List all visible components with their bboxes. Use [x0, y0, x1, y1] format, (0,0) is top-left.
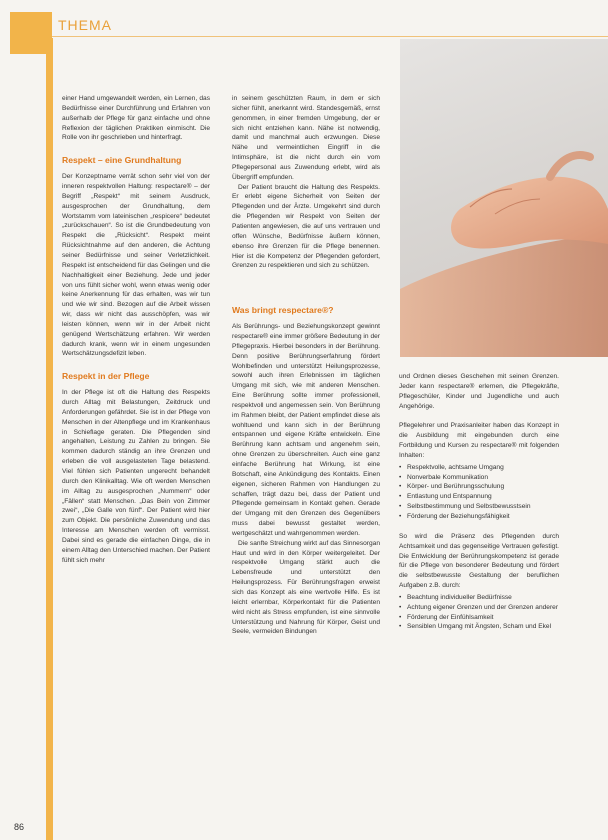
list-item: • Förderung der Einfühlsamkeit — [399, 613, 559, 623]
list-item: • Nonverbale Kommunikation — [399, 473, 559, 483]
intro-paragraph: einer Hand umgewandelt werden, ein Lernen, das Bedürfnisse einer Durchführung und Erfahren von außerhalb der Pflege für ganz einfache und ohne Reflexion der täglichen Praktiken einmischt. Die Rolle von ihr geschrieben und hinterfragt. — [62, 95, 210, 142]
heading-respekt-pflege: Respekt in der Pflege — [62, 371, 150, 382]
list-item: • Beachtung individueller Bedürfnisse — [399, 593, 559, 603]
text-column-3 — [399, 372, 559, 632]
margin-color-bar — [46, 38, 53, 840]
paragraph-ordnen: und Ordnen dieses Geschehen mit seinen Grenzen. Jeder kann respectare® erlernen, die Pflegekräfte, Pflegeschüler, Kinder und Jugendliche und auch Angehörige. — [399, 373, 559, 410]
list-item: • Achtung eigener Grenzen und der Grenzen anderer — [399, 603, 559, 613]
paragraph-grundhaltung: Der Konzeptname verrät schon sehr viel von der inneren respektvollen Haltung: respectare® – der Begriff „Respekt“ mit seinem Ausdruck, ausgesprochen der Grundhaltung, dem Wortstamm vom lateinischen „respicere“ bedeutet „zurückschauen“. So ist die Grundbedeutung von Respekt die „Rücksicht“. Respekt meint Rücksichtnahme auf den anderen, die Achtung seiner Bedürfnisse und seiner Verletzlichkeit. Respekt ist entscheidend für das Gelingen und die Nachhaltigkeit einer Beziehung. Jede und jeder von uns fühlt sicher wohl, wenn etwas wenig oder keine Anerkennung für das erhalten, was wir tun und wie wir sind. Bezogen auf die Arbeit wissen wir, dass wir nicht das ausschöpfen, was wir leisten können, wenn wir in der Arbeit nicht genügend Wertschätzung erfahren. Wir werden dadurch krank, wenn wir in einem ungesunden Wertschätzungsdefizit leben. — [62, 173, 210, 358]
list-item: • Respektvolle, achtsame Umgang — [399, 463, 559, 473]
paragraph-praesenz: So wird die Präsenz des Pflegenden durch Achtsamkeit und das gegenseitige Vertrauen gefestigt. Die Entwicklung der Berührungskompetenz ist gerade für die Pflege von besonderer Bedeutung und fördert die selbstbewusste Gestaltung der beruflichen Aufgaben z.B. durch: — [399, 532, 559, 590]
paragraph-pflegelehrer: Pflegelehrer und Praxisanleiter haben das Konzept in die Ausbildung mit eingebunden durch eine Fortbildung und Kursen zu respectare® mit folgenden Inhalten: — [399, 422, 559, 459]
list-item: • Entlastung und Entspannung — [399, 492, 559, 502]
hands-photo — [400, 39, 608, 357]
text-column-2 — [232, 94, 380, 637]
list-item: • Förderung der Beziehungsfähigkeit — [399, 512, 559, 522]
list-item: • Selbstbestimmung und Selbstbewusstsein — [399, 502, 559, 512]
paragraph-beruehrung: Als Berührungs- und Beziehungskonzept gewinnt respectare® eine immer größere Bedeutung in der Pflegepraxis. Hierbei besonders in der Berührung. Denn positive Berührungserfahrung fördert Wohlbefinden und unterstützt Heilungsprozesse, sowohl auch ihren Erlebnissen im täglichen Umgang mit sich, wie mit anderen Menschen. Eine Berührung sollte immer professionell, respektvoll und angemessen sein. Von Berührung im Rahmen bleibt, der Patient empfindet diese als wohltuend und kann sich in der Berührung entspannen und eigene Kräfte entwickeln. Eine Berührung kann achtsam und angenehm sein, ohne Grenzen zu überschreiten. Auch eine ganz einfache Berührung hat Wirkung, ist eine Botschaft, eine Ankündigung des Kontakts. Einen eigenen, sicheren Rahmen von Handlungen zu schaffen, trägt dazu bei, dass der Patient und Pflegende gemeinsam in Kontakt gehen. Gerade der Umgang mit den Grenzen des Gegenübers muss dabei bewusst gestaltet werden, wertgeschätzt und wahrgenommen werden. — [232, 323, 380, 537]
paragraph-raum: in seinem geschützten Raum, in dem er sich sicher fühlt, anerkannt wird. Standesgemäß, ernst genommen, in einer fremden Umgebung, der er sich nicht entziehen kann. Nähe ist notwendig, damit und manchmal auch erzwungen. Diese Nähe und vermeintlichen Eingriff in die Intimsphäre, ist die nicht durch ein vom Pflegepersonal aus Zuwendung erlebt, wird als Übergriff empfunden. — [232, 95, 380, 181]
header-rule — [52, 36, 608, 37]
heading-respekt-grundhaltung: Respekt – eine Grundhaltung — [62, 155, 182, 166]
heading-was-bringt: Was bringt respectare®? — [232, 305, 334, 316]
paragraph-patient: Der Patient braucht die Haltung des Respekts. Er erlebt eigene Sicherheit von Seiten der Pflegenden und der Ärzte. Umgekehrt sind durch die Pflegenden wir Respekt von Seiten der Patienten angewiesen, die auf uns vertrauen und offen Wünsche, Bedürfnisse äußern können, ebenso ihre Grenzen für die Pflege benennen. Hier ist die Kompetenz der Pflegenden gefordert, Grenzen zu respektieren und sich zu schützen. — [232, 183, 380, 270]
hands-illustration — [400, 39, 608, 357]
list-item: • Sensiblen Umgang mit Ängsten, Scham und Ekel — [399, 622, 559, 632]
paragraph-streichung: Die sanfte Streichung wirkt auf das Sinnesorgan Haut und wird in den Körper weitergeleitet. Der respektvolle Umgang stärkt auch die Lebensfreude und unterstützt den Heilungsprozess. Für Berührungsfragen erweist sich das Konzept als eine wertvolle Hilfe. Es ist leicht erlernbar, Körperkontakt für die Patienten wird nicht als Stress empfunden, ist eine sinnvolle Unterstützung und Nahrung für Körper, Geist und Seele, vermeiden Bindungen — [232, 539, 380, 636]
paragraph-pflege: In der Pflege ist oft die Haltung des Respekts durch Alltag mit Belastungen, Zeitdruck und Anforderungen gefährdet. Sie ist in der Pflege von Menschen in der Altenpflege und im Krankenhaus in Schieflage geraten. Die Pflegenden sind angehalten, Leistung zu Zahlen zu bringen. Sie kommen dadurch ständig an ihre Grenzen und erleben die voll ausgelasteten Tage belastend. Viel fühlen sich Patienten ungerecht behandelt durch den Klinikalltag. Wie oft werden Menschen im Alltag zu ausgesprochen „Nummern“ oder „Fällen“ statt Menschen. „Das Bein von Zimmer zwei“, „Die Galle von fünf“. Der Patient wird hier zum Objekt. Die persönliche Zuwendung und das Interesse am Menschen werden oft vermisst. Dabei sind es gerade die einfachen Dinge, die in einem Alltag den Unterschied machen. Der Patient fühlt sich mehr — [62, 389, 210, 564]
page-number: 86 — [14, 822, 25, 832]
bullet-list-aufgaben — [399, 593, 559, 632]
section-title: THEMA — [58, 17, 112, 33]
list-item: • Körper- und Berührungsschulung — [399, 482, 559, 492]
bullet-list-inhalte — [399, 463, 559, 522]
text-column-1 — [62, 94, 210, 565]
